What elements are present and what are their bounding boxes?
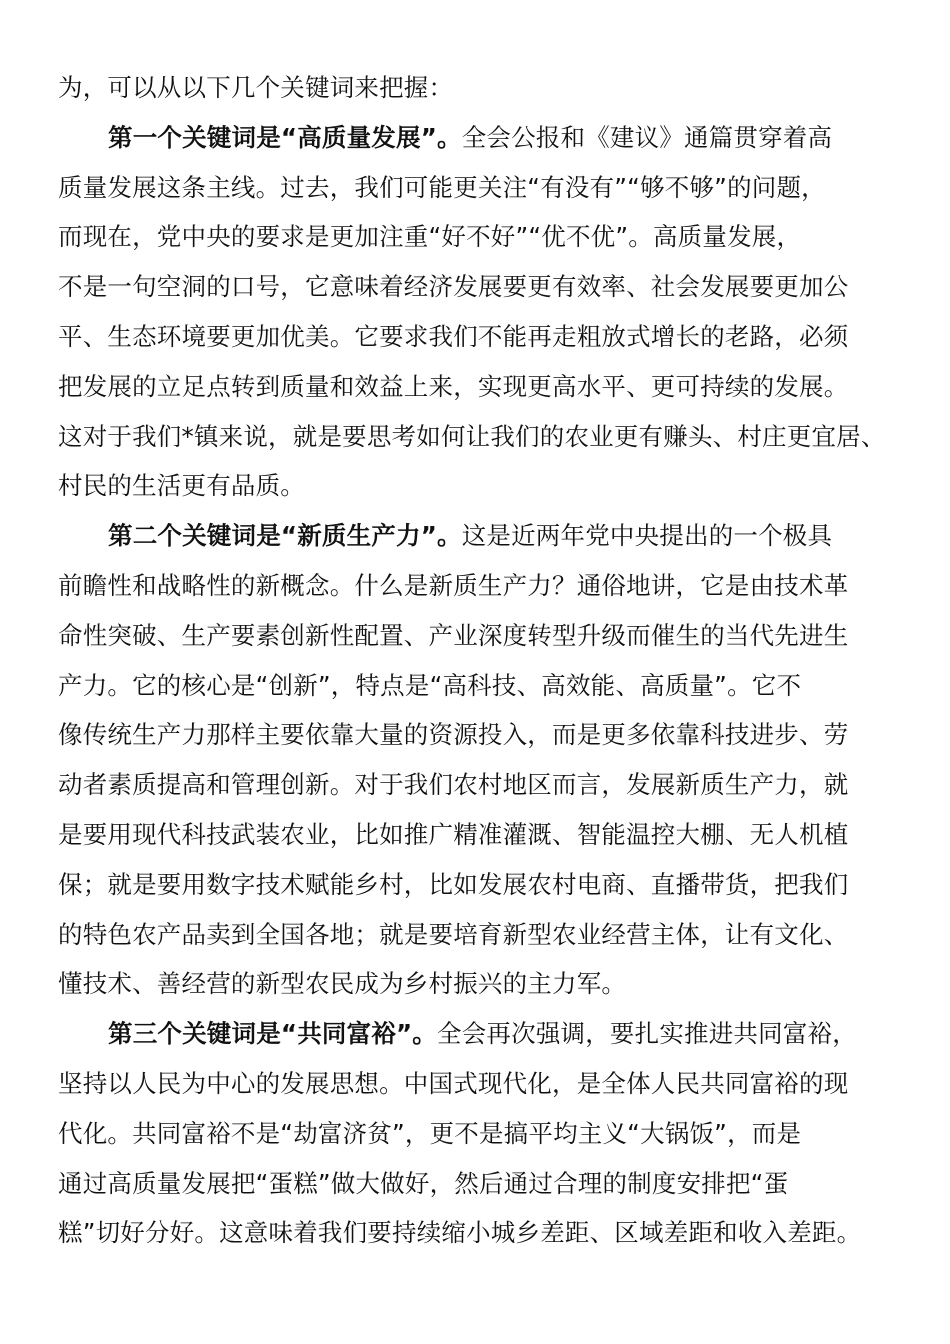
line-text: 不是一句空洞的口号，它意味着经济发展要更有效率、社会发展要更加公: [58, 272, 849, 302]
paragraph-line: [58, 710, 898, 760]
line-text: 前瞻性和战略性的新概念。什么是新质生产力？通俗地讲，它是由技术革: [58, 570, 849, 600]
paragraph-line: [58, 810, 898, 860]
line-text: 这对于我们*镇来说，就是要思考如何让我们的农业更有赚头、村庄更宜居、: [58, 421, 886, 451]
line-text: 命性突破、生产要素创新性配置、产业深度转型升级而催生的当代先进生: [58, 620, 849, 650]
paragraph-line: [58, 212, 898, 262]
paragraph-line: [58, 63, 898, 113]
line-text: 像传统生产力那样主要依靠大量的资源投入，而是更多依靠科技进步、劳: [58, 720, 849, 750]
line-text: 动者素质提高和管理创新。对于我们农村地区而言，发展新质生产力，就: [58, 770, 849, 800]
keyword-heading: 第二个关键词是“新质生产力”。: [108, 521, 462, 551]
paragraph-line: [58, 1109, 898, 1159]
line-text: 糕”切好分好。这意味着我们要持续缩小城乡差距、区域差距和收入差距。: [58, 1218, 862, 1248]
line-text: 全会公报和《建议》通篇贯穿着高: [461, 122, 833, 152]
paragraph-line: [58, 1009, 898, 1059]
line-text: 保；就是要用数字技术赋能乡村，比如发展农村电商、直播带货，把我们: [58, 869, 849, 899]
paragraph-line: [58, 860, 898, 910]
line-text: 是要用现代科技武装农业，比如推广精准灌溉、智能温控大棚、无人机植: [58, 819, 849, 849]
line-text: 把发展的立足点转到质量和效益上来，实现更高水平、更可持续的发展。: [58, 371, 849, 401]
paragraph-line: [58, 461, 898, 511]
line-text: 坚持以人民为中心的发展思想。中国式现代化，是全体人民共同富裕的现: [58, 1068, 849, 1098]
document-page: [58, 63, 898, 1258]
paragraph-line: [58, 113, 898, 163]
paragraph-line: [58, 511, 898, 561]
keyword-heading: 第一个关键词是“高质量发展”。: [108, 122, 462, 152]
line-text: 平、生态环境要更加优美。它要求我们不能再走粗放式增长的老路，必须: [58, 321, 849, 351]
line-text: 通过高质量发展把“蛋糕”做大做好，然后通过合理的制度安排把“蛋: [58, 1168, 789, 1198]
line-text: 全会再次强调，要扎实推进共同富裕，: [437, 1019, 857, 1049]
paragraph-line: [58, 1059, 898, 1109]
line-text: 的特色农产品卖到全国各地；就是要培育新型农业经营主体，让有文化、: [58, 919, 849, 949]
paragraph-line: [58, 611, 898, 661]
line-text: 懂技术、善经营的新型农民成为乡村振兴的主力军。: [58, 969, 627, 999]
paragraph-line: [58, 362, 898, 412]
paragraph-line: [58, 262, 898, 312]
paragraph-line: [58, 760, 898, 810]
paragraph-line: [58, 163, 898, 213]
line-text: 这是近两年党中央提出的一个极具: [461, 521, 833, 551]
paragraph-line: [58, 910, 898, 960]
line-text: 村民的生活更有品质。: [58, 471, 305, 501]
line-text: 代化。共同富裕不是“劫富济贫”，更不是搞平均主义“大锅饭”，而是: [58, 1118, 802, 1148]
paragraph-line: [58, 412, 898, 462]
paragraph-line: [58, 661, 898, 711]
paragraph-line: [58, 1208, 898, 1258]
paragraph-line: [58, 1159, 898, 1209]
line-text: 而现在，党中央的要求是更加注重“好不好”“优不优”。高质量发展，: [58, 222, 802, 252]
paragraph-line: [58, 561, 898, 611]
paragraph-line: [58, 959, 898, 1009]
line-text: 为，可以从以下几个关键词来把握：: [58, 73, 454, 102]
line-text: 产力。它的核心是“创新”，特点是“高科技、高效能、高质量”。它不: [58, 670, 802, 700]
keyword-heading: 第三个关键词是“共同富裕”。: [108, 1019, 438, 1049]
paragraph-line: [58, 312, 898, 362]
line-text: 质量发展这条主线。过去，我们可能更关注“有没有”“够不够”的问题，: [58, 172, 826, 202]
